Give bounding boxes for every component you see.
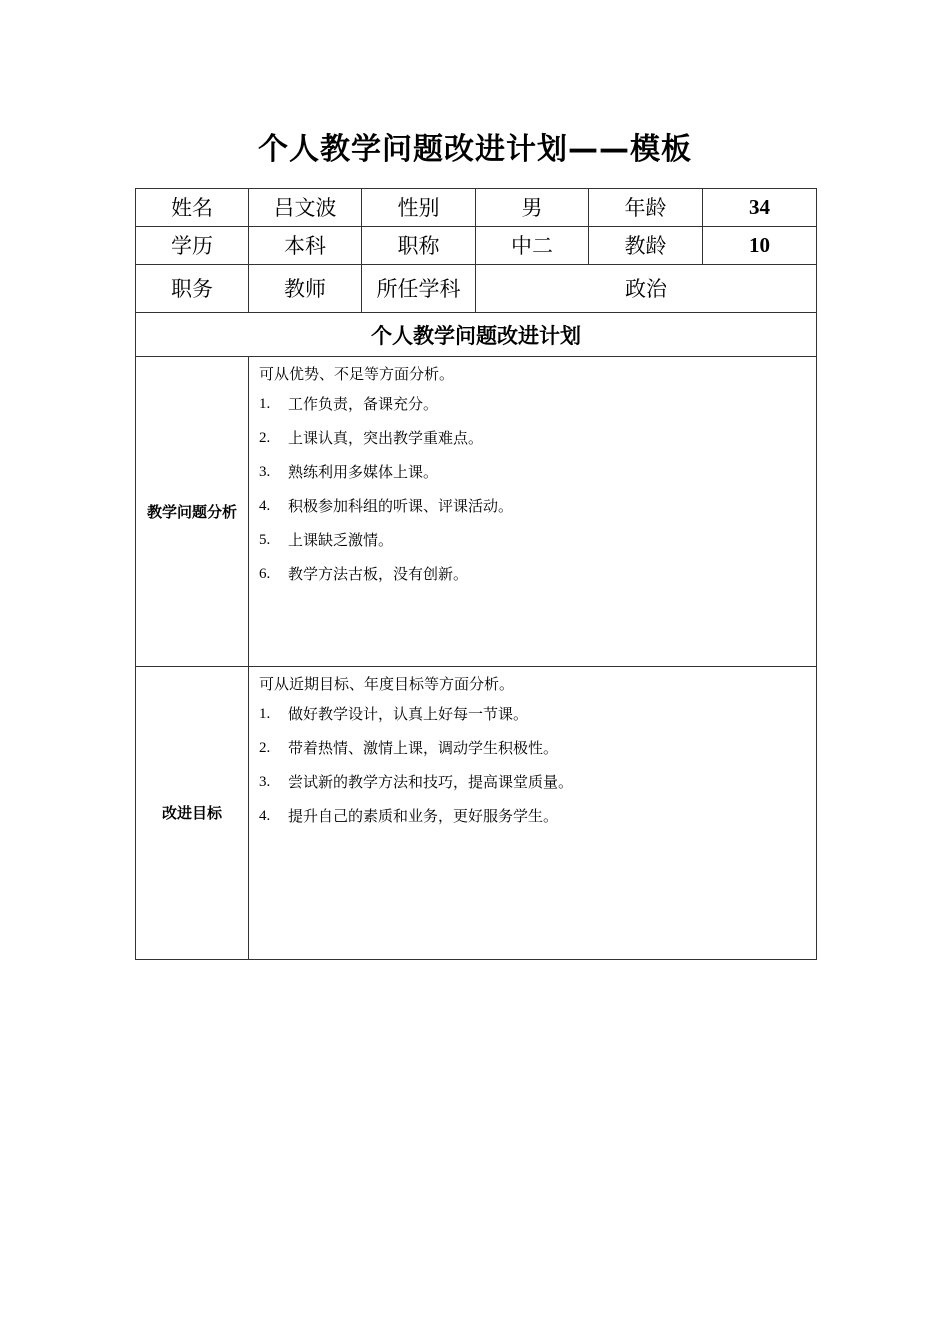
subject-value: 政治 xyxy=(476,265,817,313)
item-number: 2. xyxy=(259,430,271,446)
subject-label: 所任学科 xyxy=(362,265,476,313)
analysis-content xyxy=(249,357,817,667)
item-number: 1. xyxy=(259,706,271,722)
document-title: 个人教学问题改进计划——模板 xyxy=(258,132,692,167)
item-text: 熟练利用多媒体上课。 xyxy=(288,463,439,481)
list-item xyxy=(259,523,806,557)
info-row-1 xyxy=(136,189,817,227)
item-number: 3. xyxy=(259,464,271,480)
item-text: 上课缺乏激情。 xyxy=(288,531,394,549)
goals-intro: 可从近期目标、年度目标等方面分析。 xyxy=(259,675,515,693)
list-item xyxy=(259,421,806,455)
analysis-intro: 可从优势、不足等方面分析。 xyxy=(259,365,455,383)
item-text: 做好教学设计，认真上好每一节课。 xyxy=(288,705,529,723)
age-label: 年龄 xyxy=(589,189,703,227)
goals-label: 改进目标 xyxy=(136,667,249,960)
position-value: 教师 xyxy=(249,265,362,313)
info-row-3 xyxy=(136,265,817,313)
item-text: 上课认真，突出教学重难点。 xyxy=(288,429,484,447)
item-number: 6. xyxy=(259,566,271,582)
gender-value: 男 xyxy=(476,189,589,227)
list-item xyxy=(259,799,806,833)
list-item xyxy=(259,697,806,731)
list-item xyxy=(259,387,806,421)
info-row-2 xyxy=(136,227,817,265)
item-text: 带着热情、激情上课，调动学生积极性。 xyxy=(288,739,559,757)
plan-heading-row xyxy=(136,313,817,357)
item-text: 尝试新的教学方法和技巧，提高课堂质量。 xyxy=(288,773,574,791)
item-number: 5. xyxy=(259,532,271,548)
teaching-years-value: 10 xyxy=(703,227,817,265)
item-text: 教学方法古板，没有创新。 xyxy=(288,565,469,583)
item-number: 2. xyxy=(259,740,271,756)
teacher-plan-form xyxy=(135,188,817,960)
professional-title-value: 中二 xyxy=(476,227,589,265)
goals-content xyxy=(249,667,817,960)
name-value: 吕文波 xyxy=(249,189,362,227)
item-text: 工作负责，备课充分。 xyxy=(288,395,439,413)
item-number: 3. xyxy=(259,774,271,790)
item-text: 提升自己的素质和业务，更好服务学生。 xyxy=(288,807,559,825)
plan-heading: 个人教学问题改进计划 xyxy=(136,313,817,357)
analysis-row xyxy=(136,357,817,667)
analysis-list xyxy=(259,387,806,591)
position-label: 职务 xyxy=(136,265,249,313)
item-number: 4. xyxy=(259,808,271,824)
list-item xyxy=(259,765,806,799)
list-item xyxy=(259,489,806,523)
education-value: 本科 xyxy=(249,227,362,265)
teaching-years-label: 教龄 xyxy=(589,227,703,265)
item-text: 积极参加科组的听课、评课活动。 xyxy=(288,497,514,515)
analysis-label: 教学问题分析 xyxy=(136,357,249,667)
age-value: 34 xyxy=(703,189,817,227)
list-item xyxy=(259,731,806,765)
list-item xyxy=(259,455,806,489)
item-number: 4. xyxy=(259,498,271,514)
list-item xyxy=(259,557,806,591)
goals-row xyxy=(136,667,817,960)
professional-title-label: 职称 xyxy=(362,227,476,265)
gender-label: 性别 xyxy=(362,189,476,227)
item-number: 1. xyxy=(259,396,271,412)
goals-list xyxy=(259,697,806,833)
education-label: 学历 xyxy=(136,227,249,265)
name-label: 姓名 xyxy=(136,189,249,227)
